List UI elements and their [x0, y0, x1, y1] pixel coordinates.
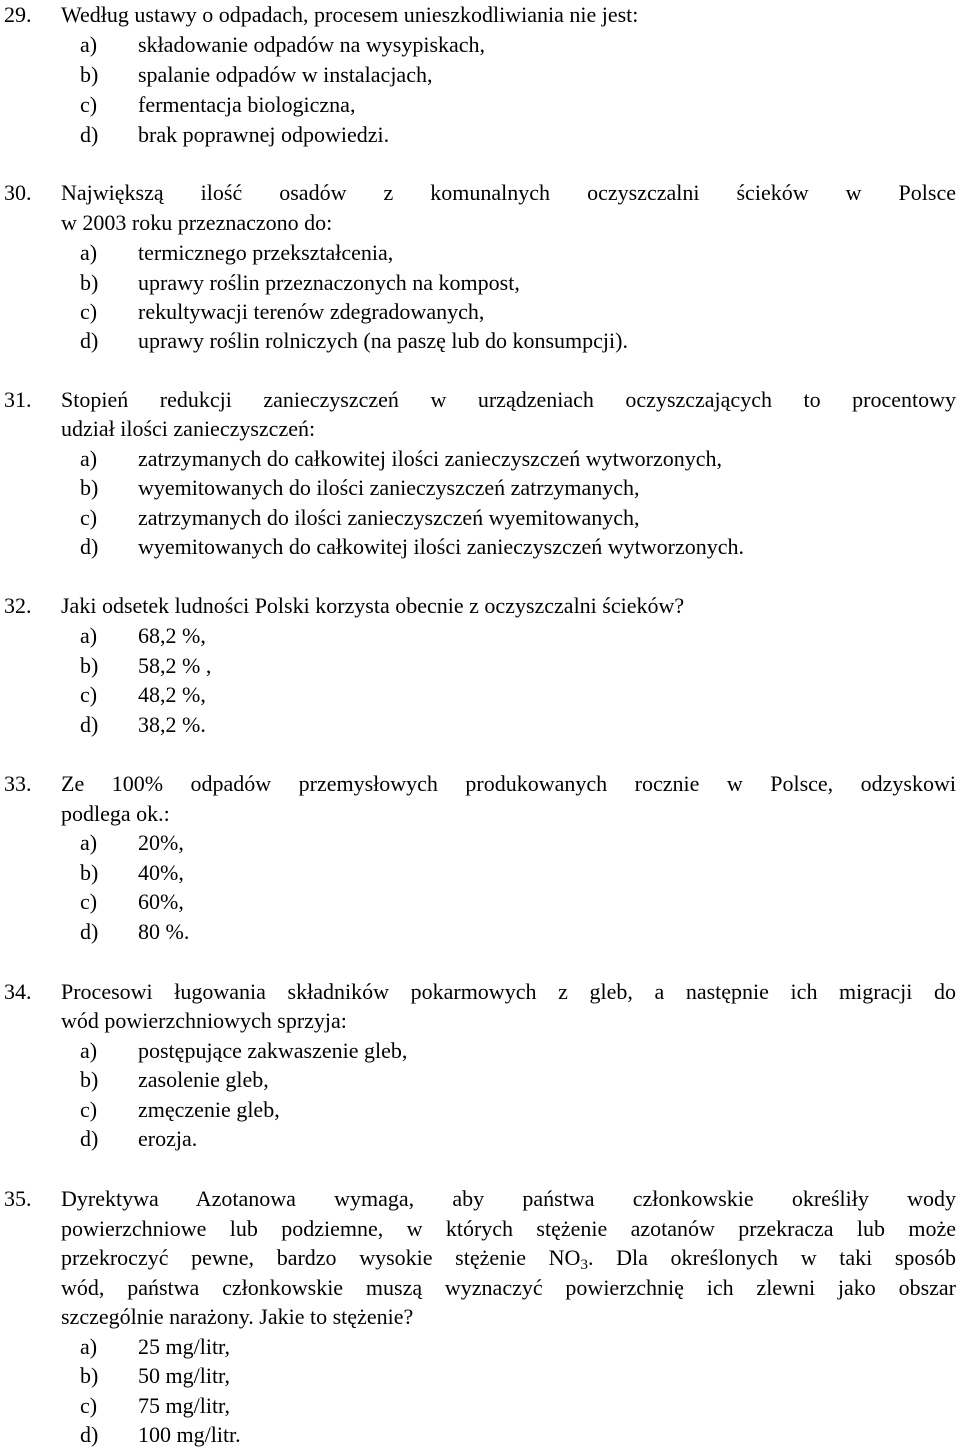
option-letter: b) [80, 653, 99, 678]
answer-option [0, 90, 960, 120]
option-letter: d) [80, 122, 99, 147]
option-text: brak poprawnej odpowiedzi. [138, 122, 390, 147]
question-stem-continued: powierzchniowe lub podziemne, w których stężenie azotanów przekracza lub może [61, 1216, 956, 1241]
option-text: erozja. [138, 1126, 198, 1151]
answer-option [0, 651, 960, 681]
option-text: 25 mg/litr, [138, 1334, 231, 1359]
question-number: 34. [4, 979, 32, 1004]
question-number: 35. [4, 1186, 32, 1211]
answer-option [0, 297, 960, 327]
answer-option [0, 710, 960, 740]
option-text: spalanie odpadów w instalacjach, [138, 62, 433, 87]
option-letter: a) [80, 830, 98, 855]
option-text: postępujące zakwaszenie gleb, [138, 1038, 408, 1063]
option-letter: c) [80, 299, 98, 324]
option-letter: d) [80, 712, 99, 737]
question-stem: Największą ilość osadów z komunalnych oczyszczalni ścieków w Polsce [61, 180, 956, 205]
option-letter: a) [80, 32, 98, 57]
option-letter: a) [80, 1038, 98, 1063]
answer-option [0, 503, 960, 533]
answer-option [0, 828, 960, 858]
option-letter: b) [80, 270, 99, 295]
option-text: 80 %. [138, 919, 190, 944]
answer-option [0, 858, 960, 888]
question-stem-continued: szczególnie narażony. Jakie to stężenie? [61, 1304, 414, 1329]
answer-option [0, 60, 960, 90]
answer-option [0, 887, 960, 917]
question-stem-continued: w 2003 roku przeznaczono do: [61, 210, 333, 235]
question-stem: Jaki odsetek ludności Polski korzysta obecnie z oczyszczalni ścieków? [61, 593, 685, 618]
question-stem-continued [61, 1243, 956, 1273]
option-letter: b) [80, 62, 99, 87]
option-text: 100 mg/litr. [138, 1422, 241, 1447]
option-letter: d) [80, 919, 99, 944]
option-letter: c) [80, 889, 98, 914]
option-letter: d) [80, 1422, 99, 1447]
question-number: 30. [4, 180, 32, 205]
option-text: uprawy roślin przeznaczonych na kompost, [138, 270, 520, 295]
answer-option [0, 30, 960, 60]
question-stem-continued: wód powierzchniowych sprzyja: [61, 1008, 347, 1033]
question-stem: Procesowi ługowania składników pokarmowych z gleb, a następnie ich migracji do [61, 979, 956, 1004]
option-text: zatrzymanych do ilości zanieczyszczeń wyemitowanych, [138, 505, 640, 530]
answer-option [0, 1065, 960, 1095]
option-letter: c) [80, 1097, 98, 1122]
option-letter: b) [80, 475, 99, 500]
answer-option [0, 1391, 960, 1421]
answer-option [0, 1095, 960, 1125]
answer-option [0, 238, 960, 268]
stem-text: . Dla określonych w taki sposób [587, 1245, 956, 1270]
option-letter: b) [80, 1067, 99, 1092]
answer-option [0, 444, 960, 474]
question-stem-continued: podlega ok.: [61, 801, 170, 826]
question-number: 29. [4, 2, 32, 27]
answer-option [0, 473, 960, 503]
option-text: 40%, [138, 860, 184, 885]
option-letter: c) [80, 505, 98, 530]
option-text: rekultywacji terenów zdegradowanych, [138, 299, 485, 324]
option-letter: d) [80, 534, 99, 559]
option-letter: d) [80, 1126, 99, 1151]
answer-option [0, 1420, 960, 1450]
option-text: 58,2 % , [138, 653, 212, 678]
question-number: 31. [4, 387, 32, 412]
question-stem: Według ustawy o odpadach, procesem unieszkodliwiania nie jest: [61, 2, 639, 27]
option-text: 48,2 %, [138, 682, 206, 707]
stem-text: przekroczyć pewne, bardzo wysokie stężenie NO [61, 1245, 581, 1270]
question-stem: Stopień redukcji zanieczyszczeń w urządzeniach oczyszczających to procentowy [61, 387, 956, 412]
option-text: zatrzymanych do całkowitej ilości zanieczyszczeń wytworzonych, [138, 446, 722, 471]
question-stem: Ze 100% odpadów przemysłowych produkowanych rocznie w Polsce, odzyskowi [61, 771, 956, 796]
option-text: 60%, [138, 889, 184, 914]
question-stem-continued: udział ilości zanieczyszczeń: [61, 416, 316, 441]
option-letter: b) [80, 1363, 99, 1388]
question-stem: Dyrektywa Azotanowa wymaga, aby państwa członkowskie określiły wody [61, 1186, 956, 1211]
option-text: wyemitowanych do ilości zanieczyszczeń zatrzymanych, [138, 475, 640, 500]
option-text: 38,2 %. [138, 712, 206, 737]
option-text: 20%, [138, 830, 184, 855]
option-text: fermentacja biologiczna, [138, 92, 356, 117]
option-letter: a) [80, 240, 98, 265]
answer-option [0, 1361, 960, 1391]
answer-option [0, 326, 960, 356]
answer-option [0, 1332, 960, 1362]
question-stem-continued: wód, państwa członkowskie muszą wyznaczyć powierzchnię ich zlewni jako obszar [61, 1275, 956, 1300]
option-letter: d) [80, 328, 99, 353]
option-letter: c) [80, 1393, 98, 1418]
option-letter: a) [80, 623, 98, 648]
option-letter: c) [80, 92, 98, 117]
answer-option [0, 680, 960, 710]
option-letter: a) [80, 1334, 98, 1359]
option-letter: a) [80, 446, 98, 471]
answer-option [0, 268, 960, 298]
option-text: 68,2 %, [138, 623, 206, 648]
option-text: 75 mg/litr, [138, 1393, 231, 1418]
option-text: uprawy roślin rolniczych (na paszę lub do konsumpcji). [138, 328, 628, 353]
answer-option [0, 621, 960, 651]
option-letter: c) [80, 682, 98, 707]
option-text: 50 mg/litr, [138, 1363, 231, 1388]
option-text: zmęczenie gleb, [138, 1097, 280, 1122]
answer-option [0, 1124, 960, 1154]
option-letter: b) [80, 860, 99, 885]
answer-option [0, 1036, 960, 1066]
question-number: 33. [4, 771, 32, 796]
option-text: wyemitowanych do całkowitej ilości zanieczyszczeń wytworzonych. [138, 534, 744, 559]
question-number: 32. [4, 593, 32, 618]
formula-subscript: 3 [580, 1257, 588, 1273]
answer-option [0, 532, 960, 562]
answer-option [0, 120, 960, 150]
answer-option [0, 917, 960, 947]
option-text: termicznego przekształcenia, [138, 240, 394, 265]
option-text: składowanie odpadów na wysypiskach, [138, 32, 486, 57]
option-text: zasolenie gleb, [138, 1067, 269, 1092]
